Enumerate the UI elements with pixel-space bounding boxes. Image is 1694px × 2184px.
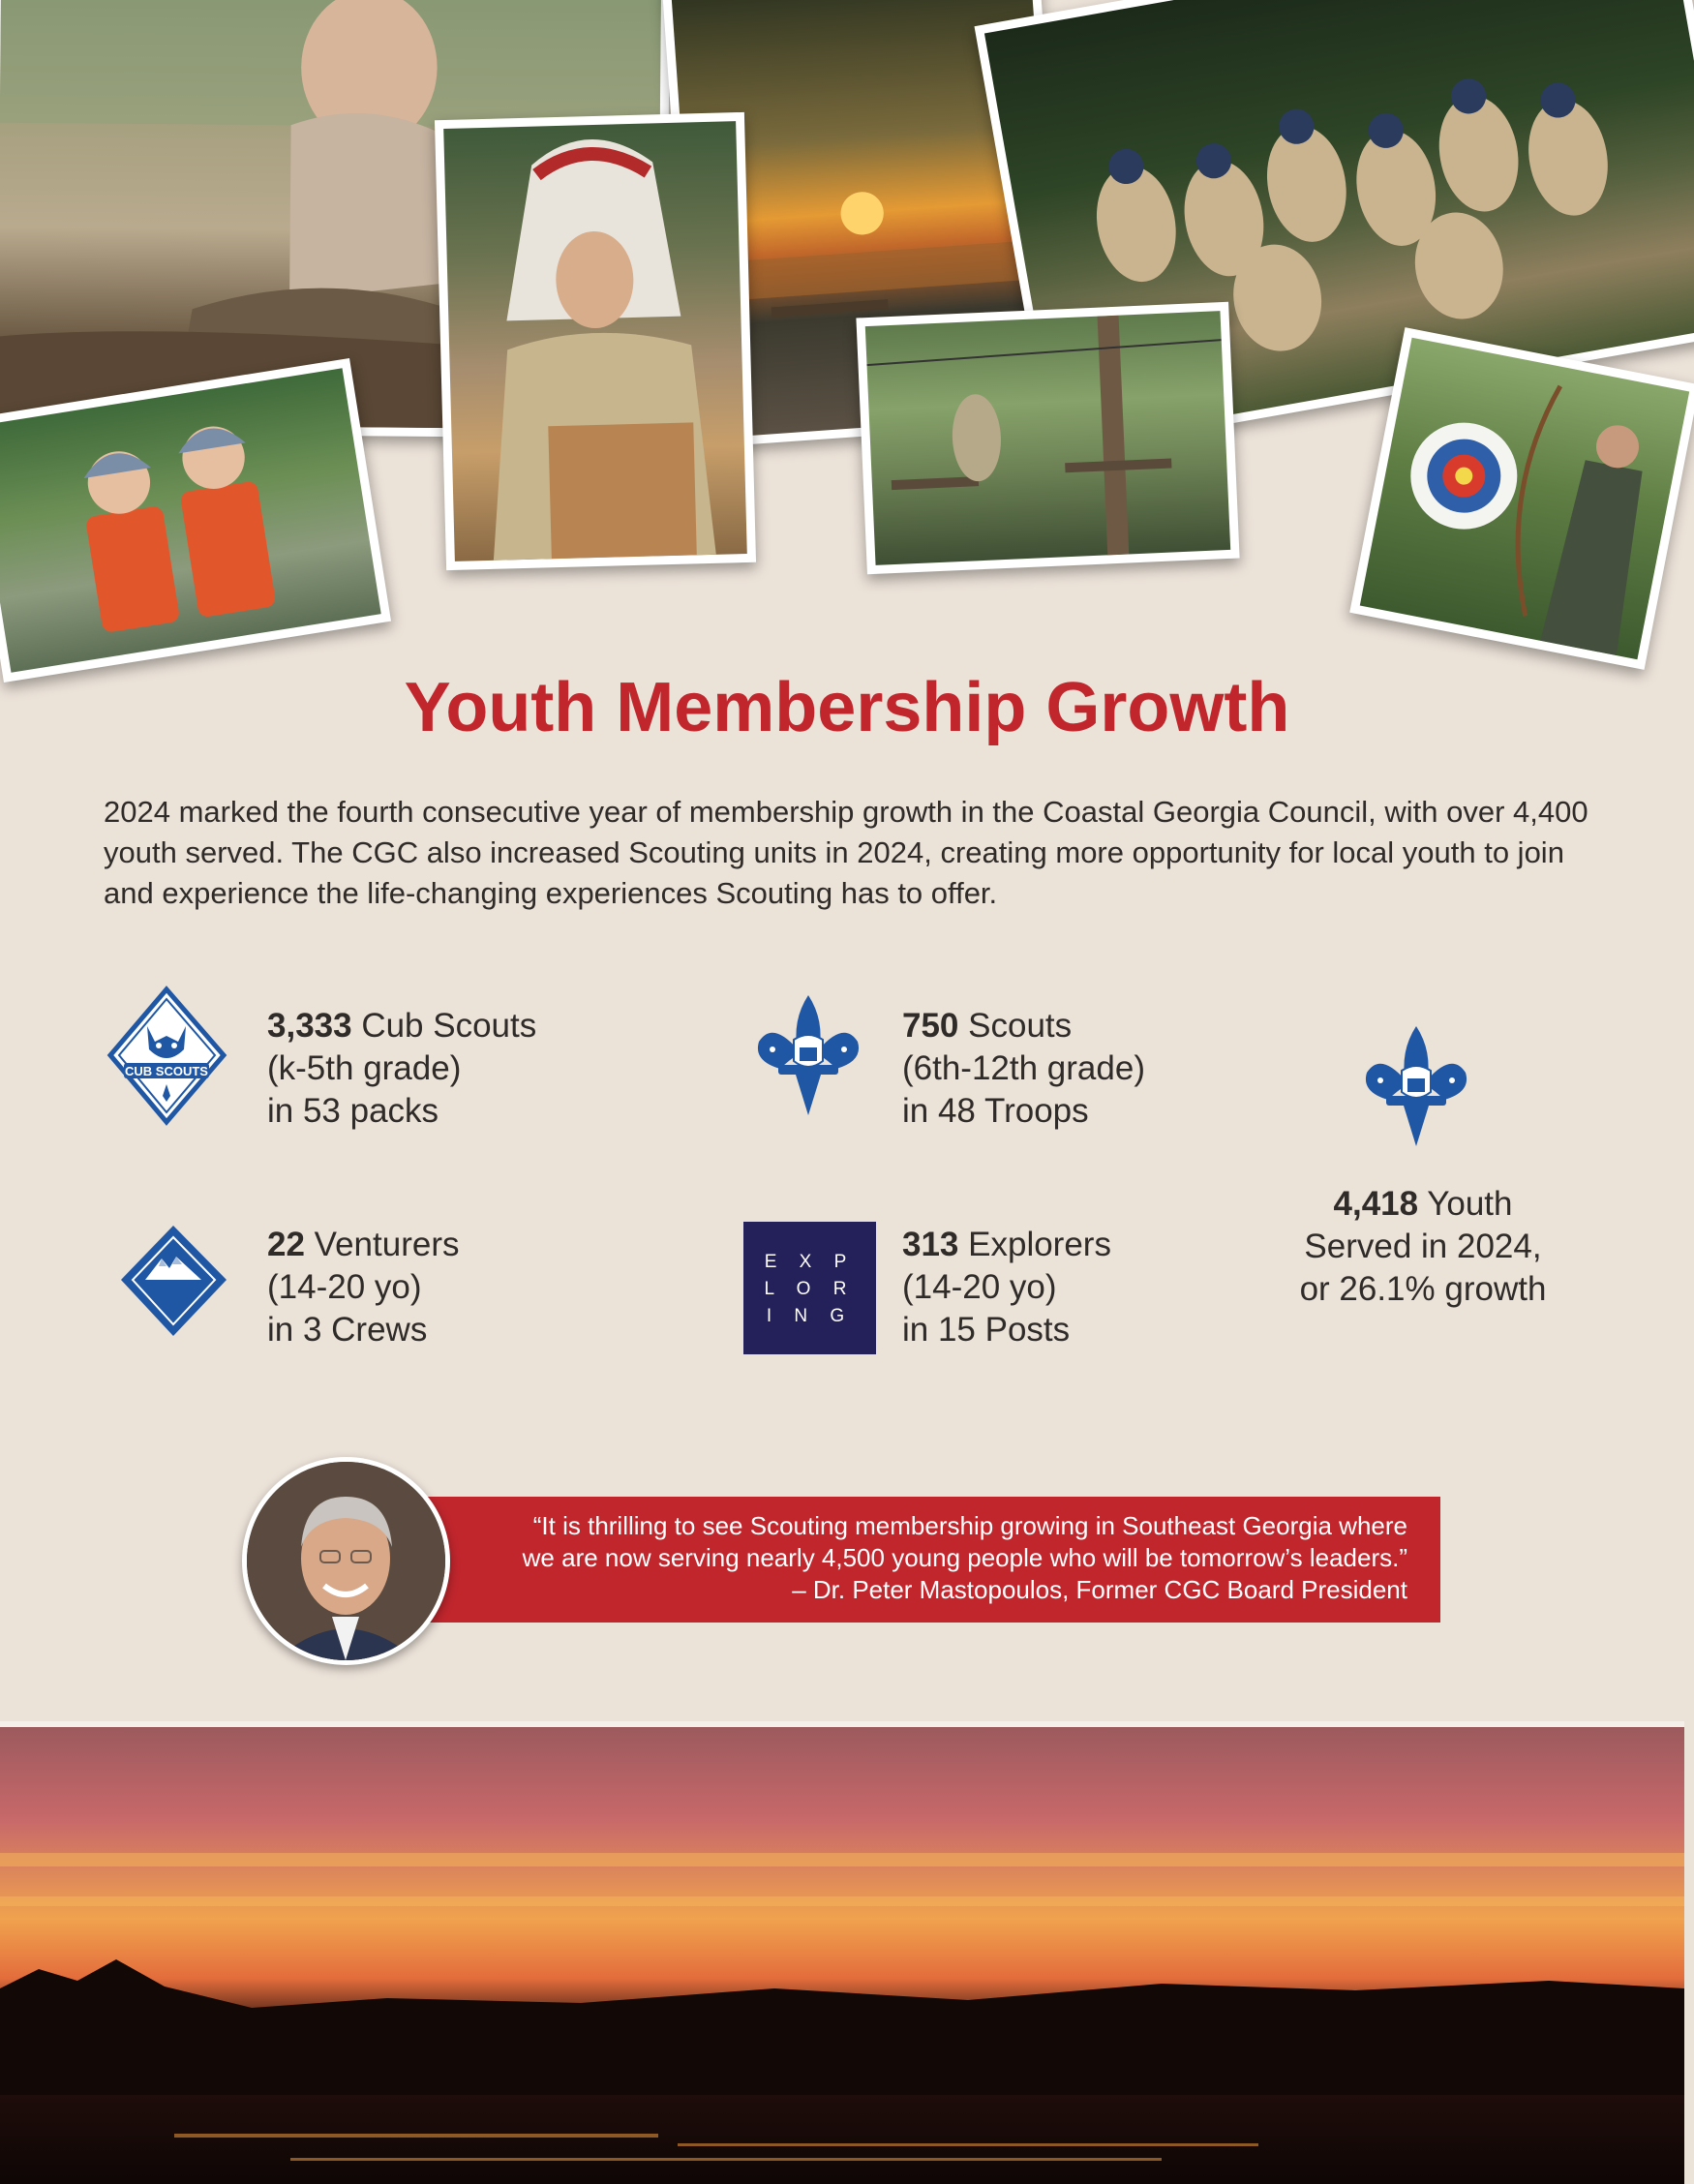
scouts-grades: (6th-12th grade): [902, 1049, 1145, 1087]
scouts-count: 750: [902, 1007, 959, 1045]
total-youth-growth: or 26.1% growth: [1299, 1270, 1547, 1308]
explorers-label: Explorers: [958, 1226, 1111, 1263]
exploring-logo: [743, 1222, 876, 1354]
exploring-logo-row-1: E X P: [764, 1252, 856, 1272]
quote-line-1: “It is thrilling to see Scouting membership growing in Southeast Georgia where: [532, 1511, 1407, 1540]
fleur-de-lis-logo: [1361, 1022, 1472, 1153]
venturers-label: Venturers: [304, 1226, 460, 1263]
cub-scouts-label: Cub Scouts: [351, 1007, 537, 1045]
venturers-ages: (14-20 yo): [267, 1268, 422, 1306]
explorers-ages: (14-20 yo): [902, 1268, 1057, 1306]
quote-line-2: we are now serving nearly 4,500 young people who will be tomorrow’s leaders.”: [522, 1543, 1407, 1572]
headdress-ceremony-photo: [435, 112, 756, 570]
venturers-count: 22: [267, 1226, 305, 1263]
fleur-de-lis-logo: [753, 991, 864, 1122]
total-youth-year: Served in 2024,: [1304, 1228, 1542, 1265]
stat-scouts: [902, 1005, 1145, 1133]
cub-scouts-grades: (k-5th grade): [267, 1049, 462, 1087]
stat-explorers: [902, 1224, 1111, 1351]
cub-scouts-logo-text: CUB SCOUTS: [125, 1064, 208, 1078]
scouts-label: Scouts: [958, 1007, 1073, 1045]
cub-scouts-logo: [106, 986, 227, 1126]
sunset-banner-photo: [0, 1721, 1684, 2184]
cub-scouts-count: 3,333: [267, 1007, 352, 1045]
archery-photo: [1349, 327, 1694, 670]
quote-banner: [416, 1497, 1440, 1623]
venturers-units: in 3 Crews: [267, 1311, 428, 1349]
venturing-logo: [118, 1222, 229, 1340]
kids-life-jackets-photo: [0, 358, 391, 682]
stat-venturers: [267, 1224, 459, 1351]
cub-scouts-units: in 53 packs: [267, 1092, 439, 1130]
total-youth-label: Youth: [1418, 1185, 1513, 1223]
quote-attribution: – Dr. Peter Mastopoulos, Former CGC Board President: [792, 1575, 1407, 1604]
page-title: Youth Membership Growth: [404, 669, 1290, 746]
explorers-units: in 15 Posts: [902, 1311, 1071, 1349]
stat-cub-scouts: [267, 1005, 536, 1133]
exploring-logo-row-2: L O R: [764, 1279, 856, 1299]
explorers-count: 313: [902, 1226, 959, 1263]
intro-paragraph: 2024 marked the fourth consecutive year of membership growth in the Coastal Georgia Council, with over 4,400 youth served. The CGC also increased Scouting units in 2024, creating more opportunity for local youth to join and experience the life-changing experiences Scouting has to offer.: [104, 795, 1588, 910]
high-ropes-photo: [856, 302, 1239, 575]
total-youth-count: 4,418: [1333, 1185, 1419, 1223]
scouts-units: in 48 Troops: [902, 1092, 1089, 1130]
exploring-logo-row-3: I N G: [766, 1306, 854, 1326]
quote-author-avatar: [242, 1457, 450, 1665]
stat-total-youth: [1268, 1183, 1578, 1311]
